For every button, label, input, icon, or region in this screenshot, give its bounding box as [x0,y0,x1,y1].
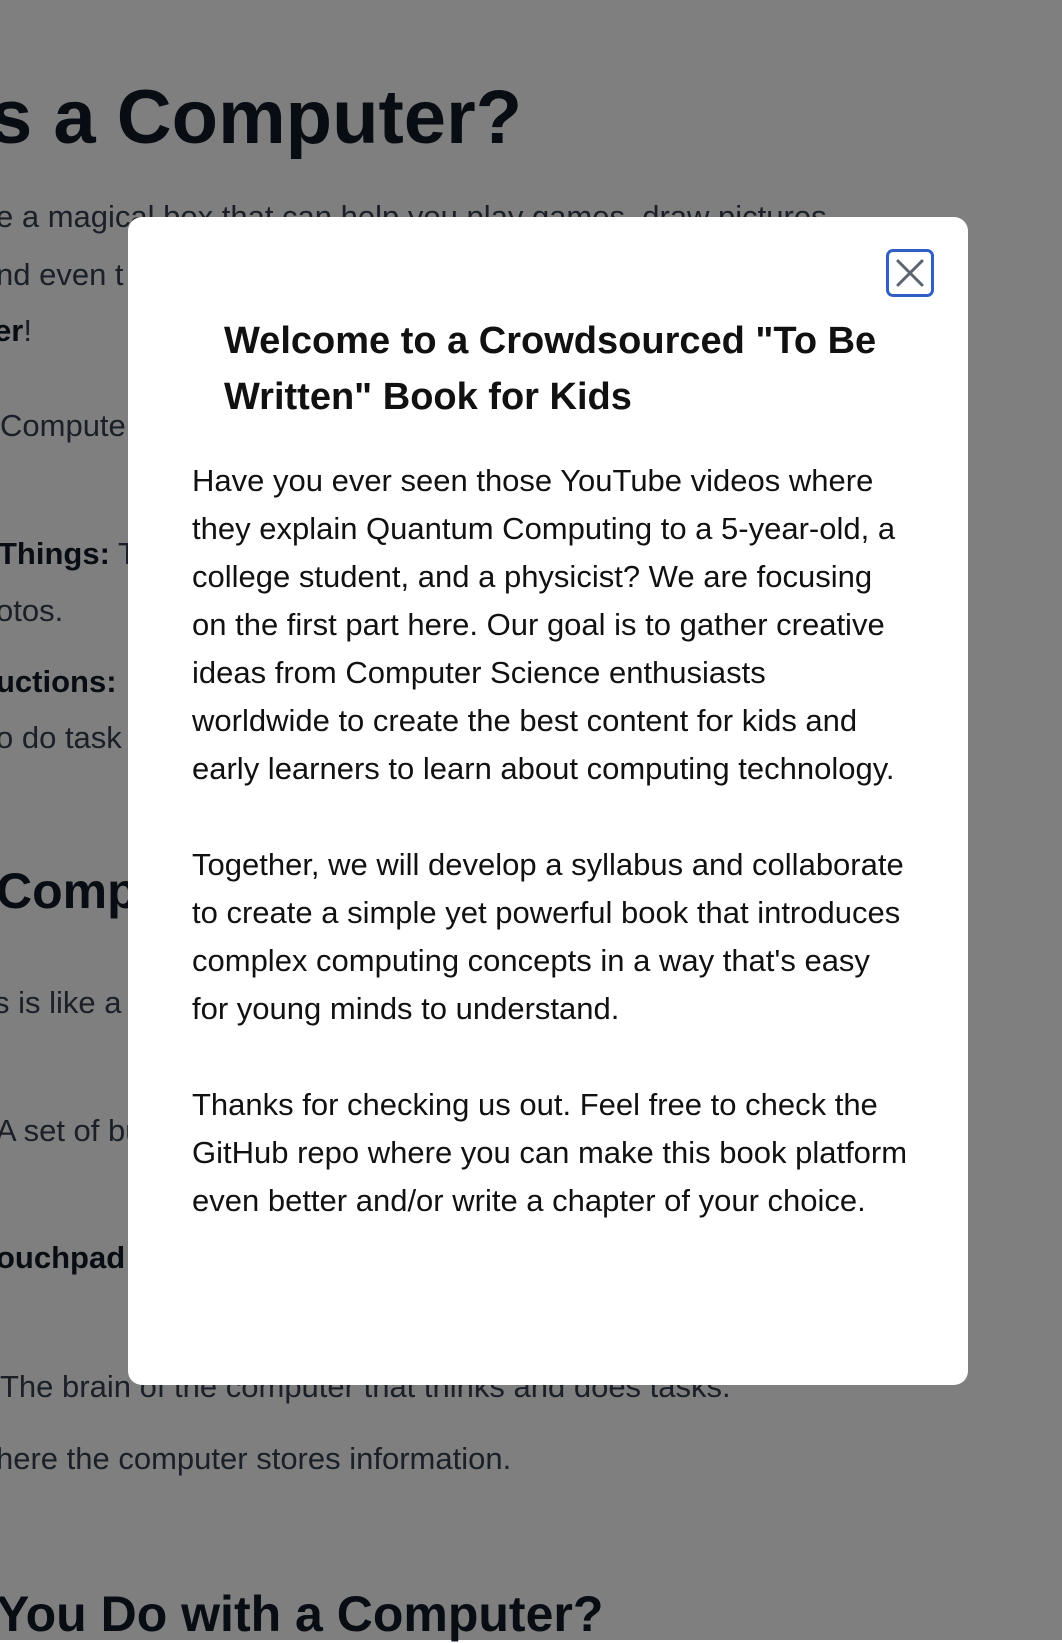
modal-paragraph-intro: Have you ever seen those YouTube videos where they explain Quantum Computing to a 5-year-old, a college student, and a physicist? We are focusing on the first part here. Our goal is to gather creative ideas from Computer Science enthusiasts worldwide to create the best content for kids and early learners to learn about computing technology. [192,463,896,786]
welcome-modal [128,217,968,1385]
close-button[interactable] [886,249,934,297]
modal-title: Welcome to a Crowdsourced "To Be Written" Book for Kids [224,320,877,418]
modal-paragraph-syllabus: Together, we will develop a syllabus and collaborate to create a simple yet powerful book that introduces complex computing concepts in a way that's easy for young minds to understand. [192,847,904,1026]
modal-paragraph-thanks: Thanks for checking us out. Feel free to check the GitHub repo where you can make this book platform even better and/or write a chapter of your choice. [192,1087,908,1218]
modal-body [192,457,912,1273]
close-icon [895,258,925,288]
